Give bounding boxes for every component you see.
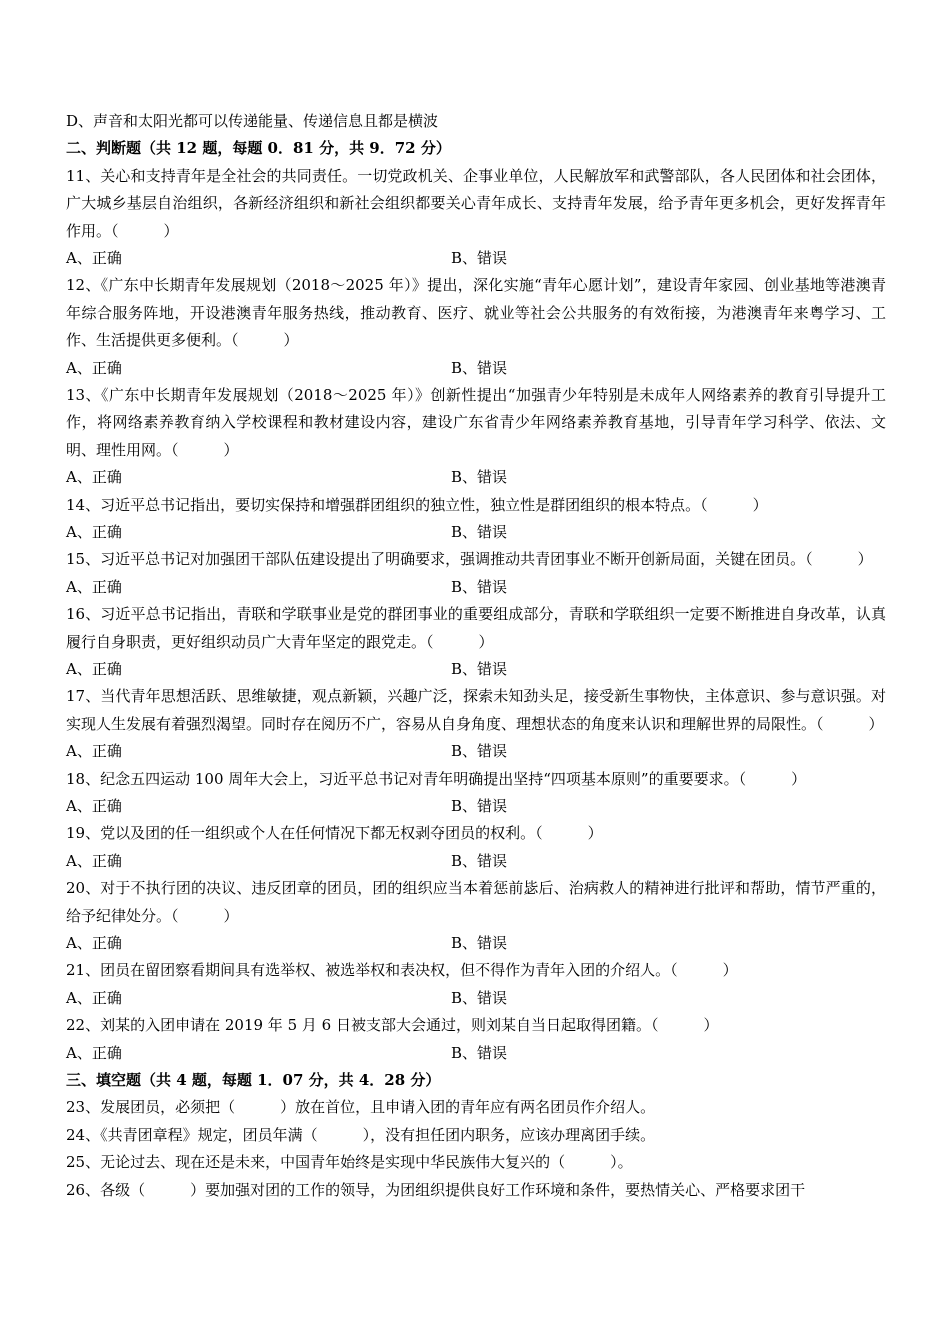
- section-heading-fill-blank: 三、填空题（共 4 题，每题 1．07 分，共 4．28 分）: [66, 1071, 441, 1090]
- document-page: [66, 108, 886, 1204]
- answer-options: [66, 793, 886, 820]
- question-text: 15、习近平总书记对加强团干部队伍建设提出了明确要求，强调推动共青团事业不断开创新局面，关键在团员。（ ）: [66, 550, 873, 569]
- choice-option-d: D、声音和太阳光都可以传递能量、传递信息且都是横波: [66, 112, 439, 130]
- option-correct: A、正确: [66, 468, 122, 487]
- question-24: 24、《共青团章程》规定，团员年满（ ），没有担任团内职务，应该办理离团手续。: [66, 1125, 656, 1144]
- option-wrong: B、错误: [451, 851, 508, 870]
- question-text: 22、刘某的入团申请在 2019 年 5 月 6 日被支部大会通过，则刘某自当日起取得团籍。（ ）: [66, 1016, 719, 1035]
- option-correct: A、正确: [66, 660, 122, 679]
- question-15: [66, 546, 886, 601]
- section-heading-judgment: 二、判断题（共 12 题，每题 0．81 分，共 9．72 分）: [66, 139, 451, 158]
- question-14: [66, 492, 886, 547]
- answer-options: [66, 519, 886, 546]
- option-correct: A、正确: [66, 358, 122, 377]
- question-text: 18、纪念五四运动 100 周年大会上，习近平总书记对青年明确提出坚持“四项基本原则”的重要要求。（ ）: [66, 769, 807, 788]
- option-correct: A、正确: [66, 851, 122, 870]
- option-wrong: B、错误: [451, 577, 508, 596]
- answer-options: [66, 1040, 886, 1067]
- question-18: [66, 766, 886, 821]
- answer-options: [66, 464, 886, 491]
- question-20: [66, 875, 886, 957]
- answer-options: [66, 355, 886, 382]
- question-text: 13、《广东中长期青年发展规划（2018～2025 年）》创新性提出“加强青少年特别是未成年人网络素养的教育引导提升工作，将网络素养教育纳入学校课程和教材建设内容，建设广东省青少年网络素养教育基地，引导青年学习科学、依法、文明、理性用网。（ ）: [66, 386, 886, 459]
- option-wrong: B、错误: [451, 988, 508, 1007]
- option-correct: A、正确: [66, 1043, 122, 1062]
- question-25: 25、无论过去、现在还是未来，中国青年始终是实现中华民族伟大复兴的（ ）。: [66, 1153, 633, 1172]
- answer-options: [66, 245, 886, 272]
- question-text: 16、习近平总书记指出，青联和学联事业是党的群团事业的重要组成部分，青联和学联组织一定要不断推进自身改革，认真履行自身职责，更好组织动员广大青年坚定的跟党走。（ ）: [66, 605, 886, 651]
- option-wrong: B、错误: [451, 249, 508, 268]
- option-wrong: B、错误: [451, 468, 508, 487]
- answer-options: [66, 656, 886, 683]
- option-correct: A、正确: [66, 249, 122, 268]
- option-wrong: B、错误: [451, 1043, 508, 1062]
- answer-options: [66, 738, 886, 765]
- question-22: [66, 1012, 886, 1067]
- question-21: [66, 957, 886, 1012]
- question-text: 20、对于不执行团的决议、违反团章的团员，团的组织应当本着惩前毖后、治病救人的精神进行批评和帮助，情节严重的，给予纪律处分。（ ）: [66, 879, 886, 925]
- option-wrong: B、错误: [451, 934, 508, 953]
- option-wrong: B、错误: [451, 797, 508, 816]
- option-correct: A、正确: [66, 523, 122, 542]
- question-26: 26、各级（ ）要加强对团的工作的领导，为团组织提供良好工作环境和条件，要热情关心、严格要求团干: [66, 1180, 806, 1199]
- question-11: [66, 163, 886, 273]
- question-text: 19、党以及团的任一组织或个人在任何情况下都无权剥夺团员的权利。（ ）: [66, 824, 603, 843]
- option-correct: A、正确: [66, 577, 122, 596]
- option-correct: A、正确: [66, 797, 122, 816]
- answer-options: [66, 985, 886, 1012]
- question-12: [66, 272, 886, 382]
- question-19: [66, 820, 886, 875]
- question-text: 21、团员在留团察看期间具有选举权、被选举权和表决权，但不得作为青年入团的介绍人。（ ）: [66, 961, 738, 980]
- question-text: 14、习近平总书记指出，要切实保持和增强群团组织的独立性，独立性是群团组织的根本特点。（ ）: [66, 495, 768, 514]
- answer-options: [66, 930, 886, 957]
- option-wrong: B、错误: [451, 660, 508, 679]
- option-correct: A、正确: [66, 742, 122, 761]
- answer-options: [66, 848, 886, 875]
- question-17: [66, 683, 886, 765]
- question-23: 23、发展团员，必须把（ ）放在首位，且申请入团的青年应有两名团员作介绍人。: [66, 1098, 656, 1117]
- question-text: 12、《广东中长期青年发展规划（2018～2025 年）》提出，深化实施“青年心愿计划”，建设青年家园、创业基地等港澳青年综合服务阵地，开设港澳青年服务热线，推动教育、医疗、就业等社会公共服务的有效衔接，为港澳青年来粤学习、工作、生活提供更多便利。（ ）: [66, 276, 886, 350]
- option-wrong: B、错误: [451, 358, 508, 377]
- option-wrong: B、错误: [451, 742, 508, 761]
- answer-options: [66, 574, 886, 601]
- question-text: 11、关心和支持青年是全社会的共同责任。一切党政机关、企事业单位，人民解放军和武警部队，各人民团体和社会团体，广大城乡基层自治组织，各新经济组织和新社会组织都要关心青年成长、支持青年发展，给予青年更多机会，更好发挥青年作用。（ ）: [66, 166, 886, 240]
- option-correct: A、正确: [66, 934, 122, 953]
- question-13: [66, 382, 886, 492]
- option-correct: A、正确: [66, 988, 122, 1007]
- option-wrong: B、错误: [451, 523, 508, 542]
- question-16: [66, 601, 886, 683]
- question-text: 17、当代青年思想活跃、思维敏捷，观点新颖，兴趣广泛，探索未知劲头足，接受新生事物快，主体意识、参与意识强。对实现人生发展有着强烈渴望。同时存在阅历不广，容易从自身角度、理想状态的角度来认识和理解世界的局限性。（ ）: [66, 687, 886, 733]
